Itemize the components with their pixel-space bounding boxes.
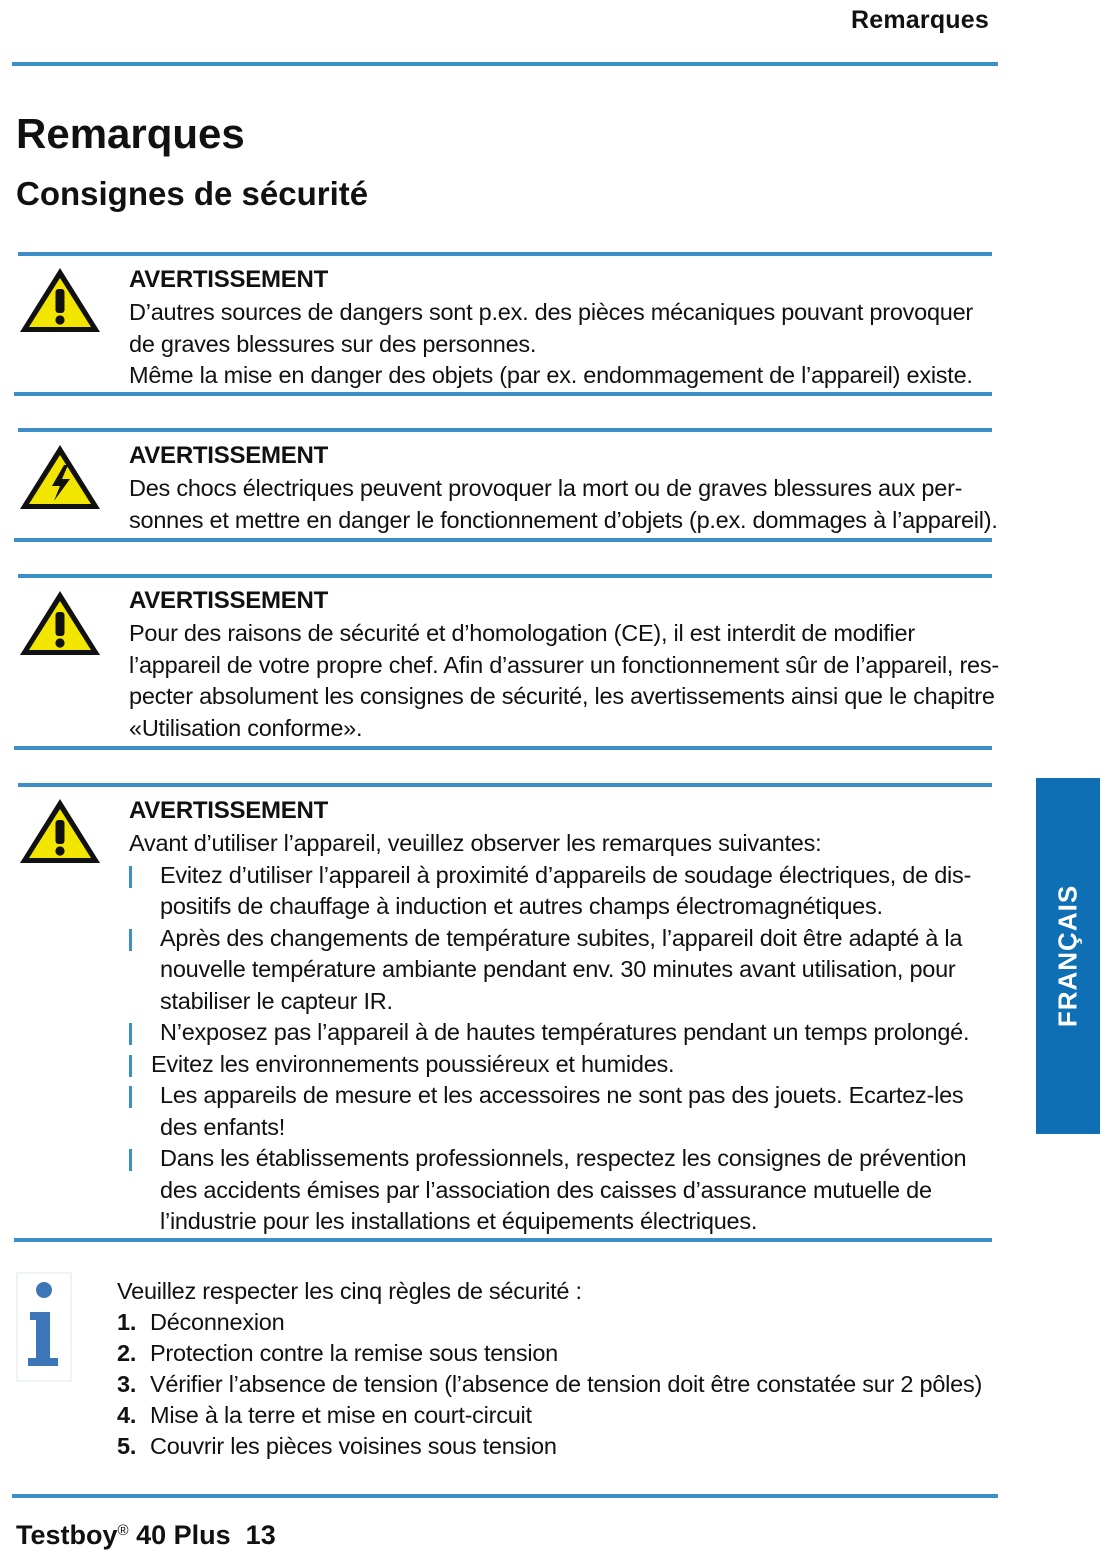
bullet-bar	[129, 929, 132, 951]
list-item	[117, 1307, 997, 1338]
header-rule	[12, 62, 998, 66]
bullet-bar	[129, 1149, 132, 1171]
bullet-bar	[129, 866, 132, 888]
warning-text: Même la mise en danger des objets (par ex. endommagement de l’appareil) existe.	[129, 362, 973, 388]
warning-4	[129, 795, 979, 1238]
list-item-text: Après des changements de température subites, l’appareil doit être adapté à la nouvelle température ambiante pendant env. 30 minutes avant utilisation, pour stabiliser le capteur IR.	[160, 924, 963, 1014]
list-item-text: N’exposez pas l’appareil à de hautes températures pendant un temps prolongé.	[160, 1019, 970, 1045]
exclamation-warning-icon	[18, 795, 102, 867]
rule-number: 4.	[117, 1402, 137, 1428]
rule-number: 3.	[117, 1371, 137, 1397]
rule-text: Mise à la terre et mise en court-circuit	[150, 1402, 532, 1428]
registered-mark: ®	[117, 1522, 129, 1539]
language-side-tab	[1036, 778, 1100, 1134]
info-block	[117, 1276, 997, 1462]
exclamation-warning-icon	[18, 264, 102, 336]
precautions-list	[129, 860, 979, 1238]
warning-1	[129, 264, 999, 392]
warning-heading: AVERTISSEMENT	[129, 442, 328, 469]
section-title: Consignes de sécurité	[16, 175, 369, 212]
list-item-text: Evitez d’utiliser l’appareil à proximité d’appareils de soudage électriques, de dis-positifs de chauffage à induction et autres champs électromagnétiques.	[160, 861, 972, 919]
bullet-bar	[129, 1086, 132, 1108]
info-icon	[16, 1272, 72, 1382]
warning-intro: Avant d’utiliser l’appareil, veuillez observer les remarques suivantes:	[129, 830, 822, 856]
rule-number: 5.	[117, 1433, 137, 1459]
list-item	[129, 1049, 979, 1081]
electric-shock-warning-icon	[18, 441, 102, 513]
warning-2	[129, 440, 999, 536]
rule-text: Vérifier l’absence de tension (l’absence de tension doit être constatée sur 2 pôles)	[150, 1371, 983, 1397]
bullet-bar	[129, 1055, 132, 1077]
footer-rule	[12, 1494, 998, 1498]
running-header-title: Remarques	[851, 6, 989, 34]
bullet-bar	[129, 1023, 132, 1045]
warning-heading: AVERTISSEMENT	[129, 797, 328, 824]
rule-text: Déconnexion	[150, 1309, 285, 1335]
warning-2-top-rule	[18, 428, 992, 432]
list-item	[117, 1400, 997, 1431]
list-item	[129, 1080, 979, 1143]
warning-text: Pour des raisons de sécurité et d’homologation (CE), il est interdit de modifier l’appareil de votre propre chef. Afin d’assurer un fonctionnement sûr de l’appareil, res-pecter absolument les consignes de sécurité, les avertissements ainsi que le chapitre «Utilisation conforme».	[129, 620, 999, 741]
page-title: Remarques	[16, 110, 245, 157]
rule-text: Couvrir les pièces voisines sous tension	[150, 1433, 557, 1459]
language-tab-label: FRANÇAIS	[1052, 884, 1083, 1028]
rule-number: 1.	[117, 1309, 137, 1335]
list-item-text: Les appareils de mesure et les accessoires ne sont pas des jouets. Ecartez-les des enfants!	[160, 1082, 964, 1140]
footer-model: 40 Plus	[136, 1520, 231, 1550]
exclamation-warning-icon	[18, 587, 102, 659]
warning-4-bottom-rule	[14, 1238, 992, 1242]
warning-2-bottom-rule	[14, 538, 992, 542]
list-item	[129, 1143, 979, 1238]
rule-number: 2.	[117, 1340, 137, 1366]
page-number: 13	[245, 1520, 276, 1550]
warning-1-bottom-rule	[14, 392, 992, 396]
warning-heading: AVERTISSEMENT	[129, 587, 328, 614]
footer-product: Testboy	[16, 1520, 118, 1550]
warning-text: D’autres sources de dangers sont p.ex. des pièces mécaniques pouvant provoquer de graves blessures sur des personnes.	[129, 299, 973, 357]
list-item	[117, 1338, 997, 1369]
warning-4-top-rule	[18, 783, 992, 787]
list-item-text: Evitez les environnements poussiéreux et humides.	[151, 1050, 675, 1077]
warning-3-bottom-rule	[14, 746, 992, 750]
list-item	[117, 1369, 997, 1400]
list-item	[129, 1017, 979, 1049]
warning-text: Des chocs électriques peuvent provoquer la mort ou de graves blessures aux per-sonnes et mettre en danger le fonctionnement d’objets (p.ex. dommages à l’appareil).	[129, 475, 998, 533]
list-item	[117, 1431, 997, 1462]
warning-1-top-rule	[18, 252, 992, 256]
warning-heading: AVERTISSEMENT	[129, 266, 328, 293]
rule-text: Protection contre la remise sous tension	[150, 1340, 558, 1366]
list-item	[129, 923, 979, 1018]
warning-3-top-rule	[18, 574, 992, 578]
list-item	[129, 860, 979, 923]
list-item-text: Dans les établissements professionnels, respectez les consignes de prévention des accidents émises par l’association des caisses d’assurance mutuelle de l’industrie pour les installations et équipements électriques.	[160, 1145, 967, 1234]
footer	[16, 1520, 276, 1551]
safety-rules-list	[117, 1307, 997, 1462]
warning-3	[129, 585, 999, 744]
info-intro: Veuillez respecter les cinq règles de sécurité :	[117, 1278, 582, 1304]
